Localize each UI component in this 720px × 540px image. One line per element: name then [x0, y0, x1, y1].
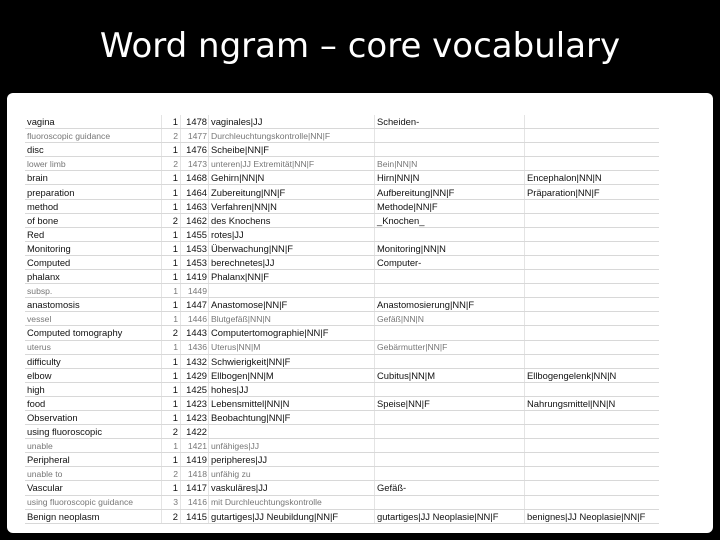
table-cell: 1 — [162, 143, 181, 157]
table-cell: Aufbereitung|NN|F — [375, 185, 525, 199]
table-cell: gutartiges|JJ Neoplasie|NN|F — [375, 509, 525, 523]
table-row — [25, 171, 659, 185]
table-cell: disc — [25, 143, 162, 157]
table-cell: 1455 — [181, 227, 209, 241]
table-row — [25, 270, 659, 284]
table-cell: 1449 — [181, 284, 209, 298]
table-cell: Überwachung|NN|F — [209, 241, 375, 255]
table-cell — [375, 143, 525, 157]
table-cell — [525, 157, 660, 171]
table-cell: 1463 — [181, 199, 209, 213]
table-cell: 1419 — [181, 453, 209, 467]
table-cell — [525, 410, 660, 424]
table-cell: 1 — [162, 298, 181, 312]
table-cell: Scheibe|NN|F — [209, 143, 375, 157]
table-cell: 1 — [162, 270, 181, 284]
table-cell: Blutgefäß|NN|N — [209, 312, 375, 326]
table-row — [25, 284, 659, 298]
table-cell: Uterus|NN|M — [209, 340, 375, 354]
table-cell — [375, 439, 525, 453]
table-cell: 1464 — [181, 185, 209, 199]
table-cell: Anastomose|NN|F — [209, 298, 375, 312]
table-cell: 2 — [162, 425, 181, 439]
table-cell: Red — [25, 227, 162, 241]
table-row — [25, 298, 659, 312]
table-cell: Gehirn|NN|N — [209, 171, 375, 185]
table-row — [25, 481, 659, 495]
table-cell: 1 — [162, 227, 181, 241]
table-cell: hohes|JJ — [209, 382, 375, 396]
table-row — [25, 185, 659, 199]
table-cell: Speise|NN|F — [375, 396, 525, 410]
table-cell: 1473 — [181, 157, 209, 171]
table-cell: Computed — [25, 255, 162, 269]
table-cell: 1436 — [181, 340, 209, 354]
table-row — [25, 382, 659, 396]
table-cell: 1 — [162, 284, 181, 298]
table-row — [25, 453, 659, 467]
table-cell: 1453 — [181, 255, 209, 269]
table-cell — [525, 143, 660, 157]
table-cell: Ellbogengelenk|NN|N — [525, 368, 660, 382]
table-row — [25, 199, 659, 213]
table-cell: 1423 — [181, 410, 209, 424]
table-cell: mit Durchleuchtungskontrolle — [209, 495, 375, 509]
table-cell: unable — [25, 439, 162, 453]
table-row — [25, 396, 659, 410]
table-row — [25, 326, 659, 340]
table-cell: vagina — [25, 115, 162, 129]
table-row — [25, 115, 659, 129]
table-cell: vessel — [25, 312, 162, 326]
table-cell: 1443 — [181, 326, 209, 340]
table-cell — [525, 326, 660, 340]
table-cell: Durchleuchtungskontrolle|NN|F — [209, 129, 375, 143]
table-cell: Vascular — [25, 481, 162, 495]
table-cell: phalanx — [25, 270, 162, 284]
table-cell: 1418 — [181, 467, 209, 481]
table-cell — [375, 410, 525, 424]
table-cell: Gefäß- — [375, 481, 525, 495]
table-row — [25, 143, 659, 157]
table-row — [25, 340, 659, 354]
table-cell — [525, 382, 660, 396]
table-cell — [375, 326, 525, 340]
table-cell — [375, 425, 525, 439]
table-cell: 2 — [162, 213, 181, 227]
table-cell: 1421 — [181, 439, 209, 453]
table-cell: food — [25, 396, 162, 410]
table-cell: lower limb — [25, 157, 162, 171]
table-cell: 2 — [162, 129, 181, 143]
table-cell: 1 — [162, 115, 181, 129]
table-cell: des Knochens — [209, 213, 375, 227]
table-cell — [525, 340, 660, 354]
table-cell — [525, 115, 660, 129]
table-cell: 1429 — [181, 368, 209, 382]
table-cell — [209, 284, 375, 298]
table-cell — [525, 312, 660, 326]
vocabulary-table-body — [25, 115, 659, 523]
table-cell: Hirn|NN|N — [375, 171, 525, 185]
table-cell: Gebärmutter|NN|F — [375, 340, 525, 354]
table-cell: 1 — [162, 368, 181, 382]
table-cell — [525, 354, 660, 368]
table-cell: anastomosis — [25, 298, 162, 312]
table-cell: uterus — [25, 340, 162, 354]
table-cell — [525, 213, 660, 227]
table-cell — [525, 425, 660, 439]
table-cell: 1 — [162, 396, 181, 410]
table-cell — [525, 255, 660, 269]
table-cell: subsp. — [25, 284, 162, 298]
table-cell: 1 — [162, 354, 181, 368]
table-cell: of bone — [25, 213, 162, 227]
table-cell: Benign neoplasm — [25, 509, 162, 523]
table-cell — [375, 270, 525, 284]
table-cell — [375, 382, 525, 396]
table-cell: fluoroscopic guidance — [25, 129, 162, 143]
table-cell: Computertomographie|NN|F — [209, 326, 375, 340]
table-cell: benignes|JJ Neoplasie|NN|F — [525, 509, 660, 523]
table-cell: 2 — [162, 467, 181, 481]
table-cell: high — [25, 382, 162, 396]
table-row — [25, 255, 659, 269]
table-cell: 1422 — [181, 425, 209, 439]
table-cell — [209, 425, 375, 439]
table-cell: 1416 — [181, 495, 209, 509]
table-cell — [525, 270, 660, 284]
table-row — [25, 495, 659, 509]
table-cell: Computed tomography — [25, 326, 162, 340]
table-cell: 1453 — [181, 241, 209, 255]
table-cell: Computer- — [375, 255, 525, 269]
table-cell: difficulty — [25, 354, 162, 368]
table-row — [25, 129, 659, 143]
table-cell: Observation — [25, 410, 162, 424]
table-cell — [375, 495, 525, 509]
table-cell: Zubereitung|NN|F — [209, 185, 375, 199]
table-cell: Verfahren|NN|N — [209, 199, 375, 213]
table-cell — [525, 129, 660, 143]
table-cell — [375, 467, 525, 481]
table-cell: Cubitus|NN|M — [375, 368, 525, 382]
table-cell: vaginales|JJ — [209, 115, 375, 129]
table-cell: 1 — [162, 255, 181, 269]
table-row — [25, 368, 659, 382]
table-cell: unfähig zu — [209, 467, 375, 481]
table-cell: Ellbogen|NN|M — [209, 368, 375, 382]
table-cell: Encephalon|NN|N — [525, 171, 660, 185]
table-cell: 2 — [162, 326, 181, 340]
vocabulary-table — [25, 115, 659, 524]
table-cell: 1 — [162, 410, 181, 424]
table-cell: berechnetes|JJ — [209, 255, 375, 269]
table-cell: 1415 — [181, 509, 209, 523]
table-cell — [525, 298, 660, 312]
table-cell: vaskuläres|JJ — [209, 481, 375, 495]
table-row — [25, 241, 659, 255]
table-cell: unfähiges|JJ — [209, 439, 375, 453]
table-cell: brain — [25, 171, 162, 185]
table-cell: 1446 — [181, 312, 209, 326]
table-cell — [375, 354, 525, 368]
table-cell: Gefäß|NN|N — [375, 312, 525, 326]
table-cell: method — [25, 199, 162, 213]
table-cell — [375, 284, 525, 298]
table-cell — [525, 467, 660, 481]
table-cell: 1 — [162, 453, 181, 467]
table-row — [25, 354, 659, 368]
table-cell: Beobachtung|NN|F — [209, 410, 375, 424]
table-cell: Monitoring|NN|N — [375, 241, 525, 255]
table-row — [25, 509, 659, 523]
table-cell: 1 — [162, 199, 181, 213]
table-cell: Schwierigkeit|NN|F — [209, 354, 375, 368]
table-cell — [525, 199, 660, 213]
table-cell: _Knochen_ — [375, 213, 525, 227]
table-cell — [525, 495, 660, 509]
table-cell — [525, 241, 660, 255]
table-cell: Nahrungsmittel|NN|N — [525, 396, 660, 410]
table-cell: unable to — [25, 467, 162, 481]
table-cell — [375, 227, 525, 241]
table-cell: 2 — [162, 509, 181, 523]
table-cell: 1 — [162, 382, 181, 396]
table-row — [25, 467, 659, 481]
table-cell — [525, 227, 660, 241]
table-cell: preparation — [25, 185, 162, 199]
table-cell: 1 — [162, 312, 181, 326]
table-cell: Anastomosierung|NN|F — [375, 298, 525, 312]
table-row — [25, 439, 659, 453]
table-cell — [375, 453, 525, 467]
table-cell: 1 — [162, 171, 181, 185]
table-cell: Phalanx|NN|F — [209, 270, 375, 284]
table-cell: 1447 — [181, 298, 209, 312]
table-cell: 1462 — [181, 213, 209, 227]
table-cell: Scheiden- — [375, 115, 525, 129]
table-cell: 1432 — [181, 354, 209, 368]
table-cell: 1468 — [181, 171, 209, 185]
table-cell: 1 — [162, 241, 181, 255]
table-cell: Methode|NN|F — [375, 199, 525, 213]
table-cell — [375, 129, 525, 143]
table-cell: unteren|JJ Extremität|NN|F — [209, 157, 375, 171]
table-cell: 1 — [162, 185, 181, 199]
table-cell: Bein|NN|N — [375, 157, 525, 171]
table-cell: 1 — [162, 340, 181, 354]
table-cell: 1476 — [181, 143, 209, 157]
table-cell: Peripheral — [25, 453, 162, 467]
table-cell: elbow — [25, 368, 162, 382]
table-cell: 1423 — [181, 396, 209, 410]
table-cell: using fluoroscopic — [25, 425, 162, 439]
table-cell: 1 — [162, 481, 181, 495]
table-cell: 1419 — [181, 270, 209, 284]
table-row — [25, 157, 659, 171]
table-cell: rotes|JJ — [209, 227, 375, 241]
vocabulary-table-panel — [7, 93, 713, 533]
table-row — [25, 312, 659, 326]
table-row — [25, 425, 659, 439]
table-cell: Lebensmittel|NN|N — [209, 396, 375, 410]
slide-title: Word ngram – core vocabulary — [99, 26, 621, 66]
table-row — [25, 227, 659, 241]
table-cell: 1417 — [181, 481, 209, 495]
table-cell: Monitoring — [25, 241, 162, 255]
table-cell: gutartiges|JJ Neubildung|NN|F — [209, 509, 375, 523]
table-cell: 2 — [162, 157, 181, 171]
table-cell: Präparation|NN|F — [525, 185, 660, 199]
table-cell — [525, 481, 660, 495]
table-row — [25, 213, 659, 227]
table-row — [25, 410, 659, 424]
table-cell: 1478 — [181, 115, 209, 129]
table-cell: peripheres|JJ — [209, 453, 375, 467]
table-cell — [525, 453, 660, 467]
table-cell: 3 — [162, 495, 181, 509]
table-cell: 1425 — [181, 382, 209, 396]
table-cell: 1477 — [181, 129, 209, 143]
table-cell: 1 — [162, 439, 181, 453]
table-cell — [525, 284, 660, 298]
table-cell — [525, 439, 660, 453]
table-cell: using fluoroscopic guidance — [25, 495, 162, 509]
